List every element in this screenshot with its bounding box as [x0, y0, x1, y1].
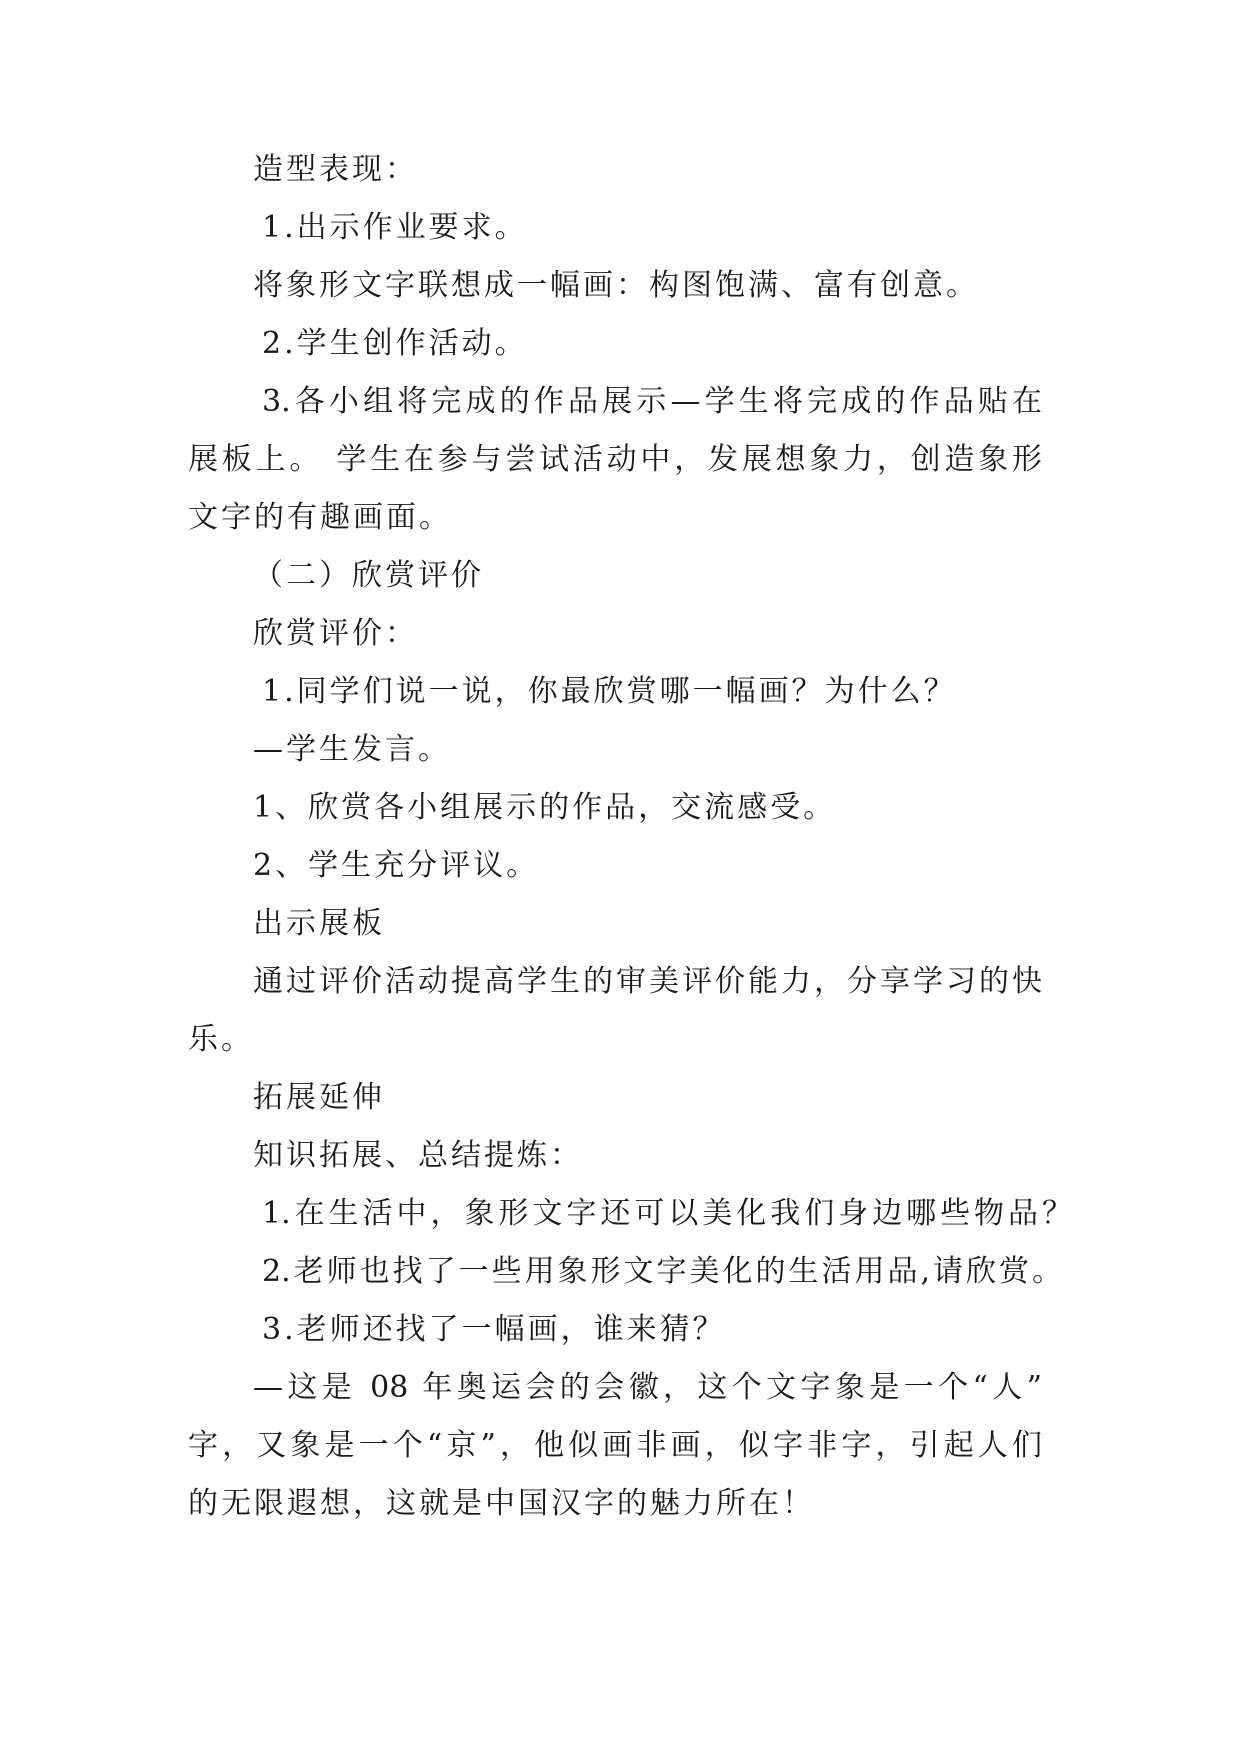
paragraph-line: 1.同学们说一说，你最欣赏哪一幅画？为什么？: [262, 674, 957, 709]
paragraph-line: 3.老师还找了一幅画，谁来猜？: [262, 1312, 726, 1347]
paragraph-line: 1.出示作业要求。: [262, 210, 528, 245]
paragraph-line: 的无限遐想，这就是中国汉字的魅力所在！: [188, 1486, 815, 1521]
section-heading: 拓展延伸: [253, 1080, 385, 1115]
paragraph-line: 2、学生充分评议。: [253, 848, 540, 883]
paragraph-line: —这是 08 年奥运会的会徽，这个文字象是一个“人”: [253, 1370, 1042, 1405]
paragraph-line: 展板上。 学生在参与尝试活动中，发展想象力，创造象形: [188, 442, 1042, 477]
paragraph-line: 文字的有趣画面。: [188, 500, 452, 535]
paragraph-line: 乐。: [188, 1022, 254, 1057]
paragraph-line: —学生发言。: [253, 732, 451, 767]
paragraph-line: 将象形文字联想成一幅画：构图饱满、富有创意。: [253, 268, 979, 303]
paragraph-line: 出示展板: [253, 906, 385, 941]
paragraph-line: 2.老师也找了一些用象形文字美化的生活用品,请欣赏。: [262, 1254, 1062, 1289]
paragraph-line: 1、欣赏各小组展示的作品，交流感受。: [253, 790, 837, 825]
section-heading: （二）欣赏评价: [253, 558, 484, 593]
paragraph-line: 2.学生创作活动。: [262, 326, 528, 361]
paragraph-line: 通过评价活动提高学生的审美评价能力，分享学习的快: [253, 964, 1042, 999]
paragraph-line: 1.在生活中，象形文字还可以美化我们身边哪些物品？: [262, 1196, 1072, 1231]
paragraph-line: 字，又象是一个“京”，他似画非画，似字非字，引起人们: [188, 1428, 1042, 1463]
paragraph-line: 造型表现：: [253, 152, 418, 187]
paragraph-line: 3.各小组将完成的作品展示—学生将完成的作品贴在: [262, 384, 1042, 419]
paragraph-line: 欣赏评价：: [253, 616, 418, 651]
paragraph-line: 知识拓展、总结提炼：: [253, 1138, 583, 1173]
